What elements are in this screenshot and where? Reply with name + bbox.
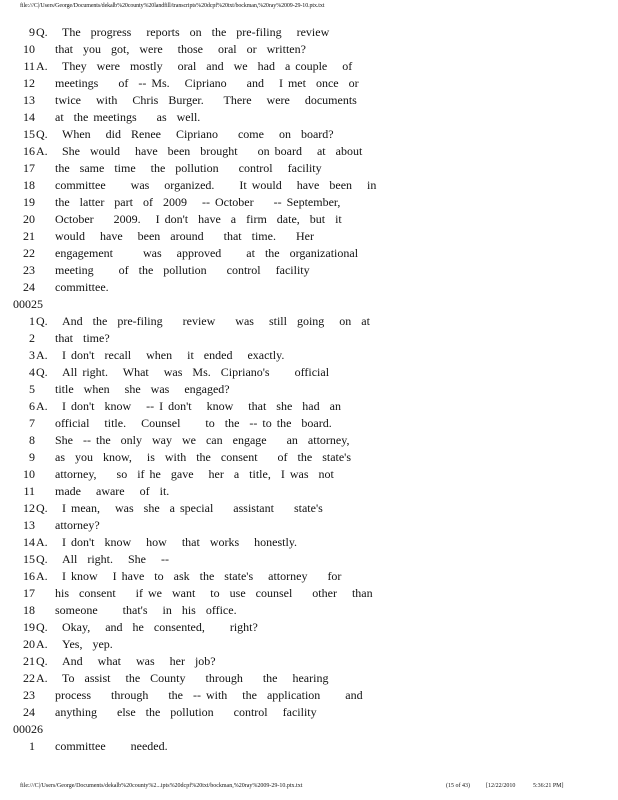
transcript-line: [13, 381, 603, 398]
line-number: 11: [23, 59, 35, 73]
transcript-line: [13, 177, 603, 194]
transcript-line: [13, 585, 603, 602]
transcript-line: [13, 313, 603, 330]
line-text: process through the -- with the application and: [55, 688, 363, 702]
line-number: 10: [23, 467, 35, 481]
line-text: committee was organized. It would have been in: [55, 178, 377, 192]
line-number: 11: [23, 484, 35, 498]
page-number: 00025: [13, 297, 43, 311]
line-text: the same time the pollution control facility: [55, 161, 322, 175]
speaker-label: Q.: [36, 25, 48, 39]
line-number: 1: [29, 314, 35, 328]
transcript-line: [13, 126, 603, 143]
transcript-line: [13, 75, 603, 92]
line-text: meetings of -- Ms. Cipriano and I met once or: [55, 76, 359, 90]
transcript-line: [13, 415, 603, 432]
line-text: All right. She --: [62, 552, 169, 566]
line-number: 12: [23, 501, 35, 515]
transcript-line: [13, 262, 603, 279]
line-number: 23: [23, 688, 35, 702]
transcript-line: [13, 194, 603, 211]
line-number: 15: [23, 552, 35, 566]
line-text: Yes, yep.: [62, 637, 113, 651]
line-text: Okay, and he consented, right?: [62, 620, 258, 634]
transcript-line: [13, 58, 603, 75]
transcript-line: [13, 500, 603, 517]
line-number: 16: [23, 569, 35, 583]
line-number: 2: [29, 331, 35, 345]
transcript-line: [13, 653, 603, 670]
line-number: 18: [23, 603, 35, 617]
line-text: And what was her job?: [62, 654, 216, 668]
transcript-line: [13, 466, 603, 483]
line-text: I mean, was she a special assistant state's: [62, 501, 323, 515]
line-text: his consent if we want to use counsel other than: [55, 586, 373, 600]
line-number: 19: [23, 195, 35, 209]
line-number: 24: [23, 280, 35, 294]
line-text: I don't recall when it ended exactly.: [62, 348, 285, 362]
transcript-line: [13, 636, 603, 653]
line-number: 17: [23, 161, 35, 175]
line-number: 3: [29, 348, 35, 362]
line-number: 22: [23, 246, 35, 260]
line-text: that time?: [55, 331, 110, 345]
line-text: meeting of the pollution control facility: [55, 263, 310, 277]
line-text: attorney?: [55, 518, 100, 532]
line-number: 12: [23, 76, 35, 90]
transcript-line: [13, 449, 603, 466]
line-text: as you know, is with the consent of the state's: [55, 450, 352, 464]
line-text: I don't know how that works honestly.: [62, 535, 298, 549]
transcript-line: [13, 245, 603, 262]
line-text: She would have been brought on board at about: [62, 144, 363, 158]
transcript-line: [13, 602, 603, 619]
line-number: 20: [23, 212, 35, 226]
line-text: title when she was engaged?: [55, 382, 230, 396]
transcript-line: [13, 160, 603, 177]
line-text: I know I have to ask the state's attorney for: [62, 569, 342, 583]
line-number: 22: [23, 671, 35, 685]
transcript-line: [13, 619, 603, 636]
line-number: 23: [23, 263, 35, 277]
transcript-line: [13, 738, 603, 755]
line-text: attorney, so if he gave her a title, I was not: [55, 467, 334, 481]
speaker-label: A.: [36, 348, 48, 362]
line-number: 9: [29, 25, 35, 39]
speaker-label: Q.: [36, 501, 48, 515]
line-text: committee needed.: [55, 739, 168, 753]
line-text: official title. Counsel to the -- to the board.: [55, 416, 332, 430]
footer-page-count: (15 of 43): [446, 783, 470, 789]
transcript-line: [13, 551, 603, 568]
line-number: 6: [29, 399, 35, 413]
line-number: 14: [23, 110, 35, 124]
line-text: The progress reports on the pre-filing review: [62, 25, 330, 39]
transcript-line: [13, 24, 603, 41]
line-text: When did Renee Cipriano come on board?: [62, 127, 334, 141]
transcript-line: [13, 364, 603, 381]
line-text: And the pre-filing review was still going on at: [62, 314, 370, 328]
page-number: 00026: [13, 722, 43, 736]
line-number: 7: [29, 416, 35, 430]
line-number: 17: [23, 586, 35, 600]
line-text: She -- the only way we can engage an attorney,: [55, 433, 350, 447]
line-number: 9: [29, 450, 35, 464]
speaker-label: A.: [36, 569, 48, 583]
speaker-label: A.: [36, 637, 48, 651]
speaker-label: Q.: [36, 552, 48, 566]
speaker-label: Q.: [36, 127, 48, 141]
transcript-line: [13, 228, 603, 245]
line-number: 19: [23, 620, 35, 634]
line-number: 18: [23, 178, 35, 192]
line-text: All right. What was Ms. Cipriano's official: [62, 365, 330, 379]
transcript-line: [13, 568, 603, 585]
transcript-line: [13, 92, 603, 109]
transcript-line: [13, 687, 603, 704]
speaker-label: Q.: [36, 654, 48, 668]
transcript-line: [13, 109, 603, 126]
speaker-label: Q.: [36, 620, 48, 634]
line-text: engagement was approved at the organizational: [55, 246, 359, 260]
page-marker: [13, 721, 603, 738]
line-text: made aware of it.: [55, 484, 170, 498]
speaker-label: Q.: [36, 365, 48, 379]
footer-time: 5:36:21 PM]: [533, 783, 564, 789]
line-text: They were mostly oral and we had a couple of: [62, 59, 353, 73]
line-text: the latter part of 2009 -- October -- September,: [55, 195, 341, 209]
line-number: 20: [23, 637, 35, 651]
transcript-line: [13, 398, 603, 415]
speaker-label: Q.: [36, 314, 48, 328]
transcript-line: [13, 517, 603, 534]
line-number: 13: [23, 93, 35, 107]
transcript-line: [13, 143, 603, 160]
transcript-line: [13, 483, 603, 500]
transcript-line: [13, 330, 603, 347]
line-number: 10: [23, 42, 35, 56]
line-number: 16: [23, 144, 35, 158]
transcript-line: [13, 347, 603, 364]
line-text: at the meetings as well.: [55, 110, 201, 124]
line-text: I don't know -- I don't know that she had an: [62, 399, 341, 413]
file-path-header: file:///C|/Users/George/Documents/dekalb%20county%20landfill/transcripts%20dcpf%20txt/bockman,%20ray%2009-29-10.ptx.txt: [20, 3, 325, 9]
line-number: 13: [23, 518, 35, 532]
line-number: 4: [29, 365, 35, 379]
line-number: 8: [29, 433, 35, 447]
transcript-line: [13, 670, 603, 687]
line-number: 21: [23, 654, 35, 668]
line-text: committee.: [55, 280, 109, 294]
speaker-label: A.: [36, 671, 48, 685]
footer-file-path: file:///C|/Users/George/Documents/dekalb%20county%2...ipts%20dcpf%20txt/bockman,%20ray%2009-29-10.ptx.txt: [20, 783, 303, 789]
page-marker: [13, 296, 603, 313]
line-text: that you got, were those oral or written?: [55, 42, 306, 56]
transcript-body: [13, 24, 603, 755]
line-number: 5: [29, 382, 35, 396]
transcript-line: [13, 211, 603, 228]
speaker-label: A.: [36, 399, 48, 413]
line-number: 14: [23, 535, 35, 549]
line-text: twice with Chris Burger. There were documents: [55, 93, 357, 107]
line-text: To assist the County through the hearing: [62, 671, 329, 685]
line-number: 1: [29, 739, 35, 753]
speaker-label: A.: [36, 144, 48, 158]
speaker-label: A.: [36, 59, 48, 73]
line-number: 21: [23, 229, 35, 243]
transcript-line: [13, 704, 603, 721]
line-text: someone that's in his office.: [55, 603, 237, 617]
line-number: 15: [23, 127, 35, 141]
line-text: October 2009. I don't have a firm date, but it: [55, 212, 342, 226]
transcript-line: [13, 279, 603, 296]
line-number: 24: [23, 705, 35, 719]
speaker-label: A.: [36, 535, 48, 549]
footer-date: [12/22/2010: [486, 783, 516, 789]
transcript-line: [13, 41, 603, 58]
transcript-line: [13, 534, 603, 551]
line-text: anything else the pollution control facility: [55, 705, 317, 719]
line-text: would have been around that time. Her: [55, 229, 314, 243]
transcript-line: [13, 432, 603, 449]
